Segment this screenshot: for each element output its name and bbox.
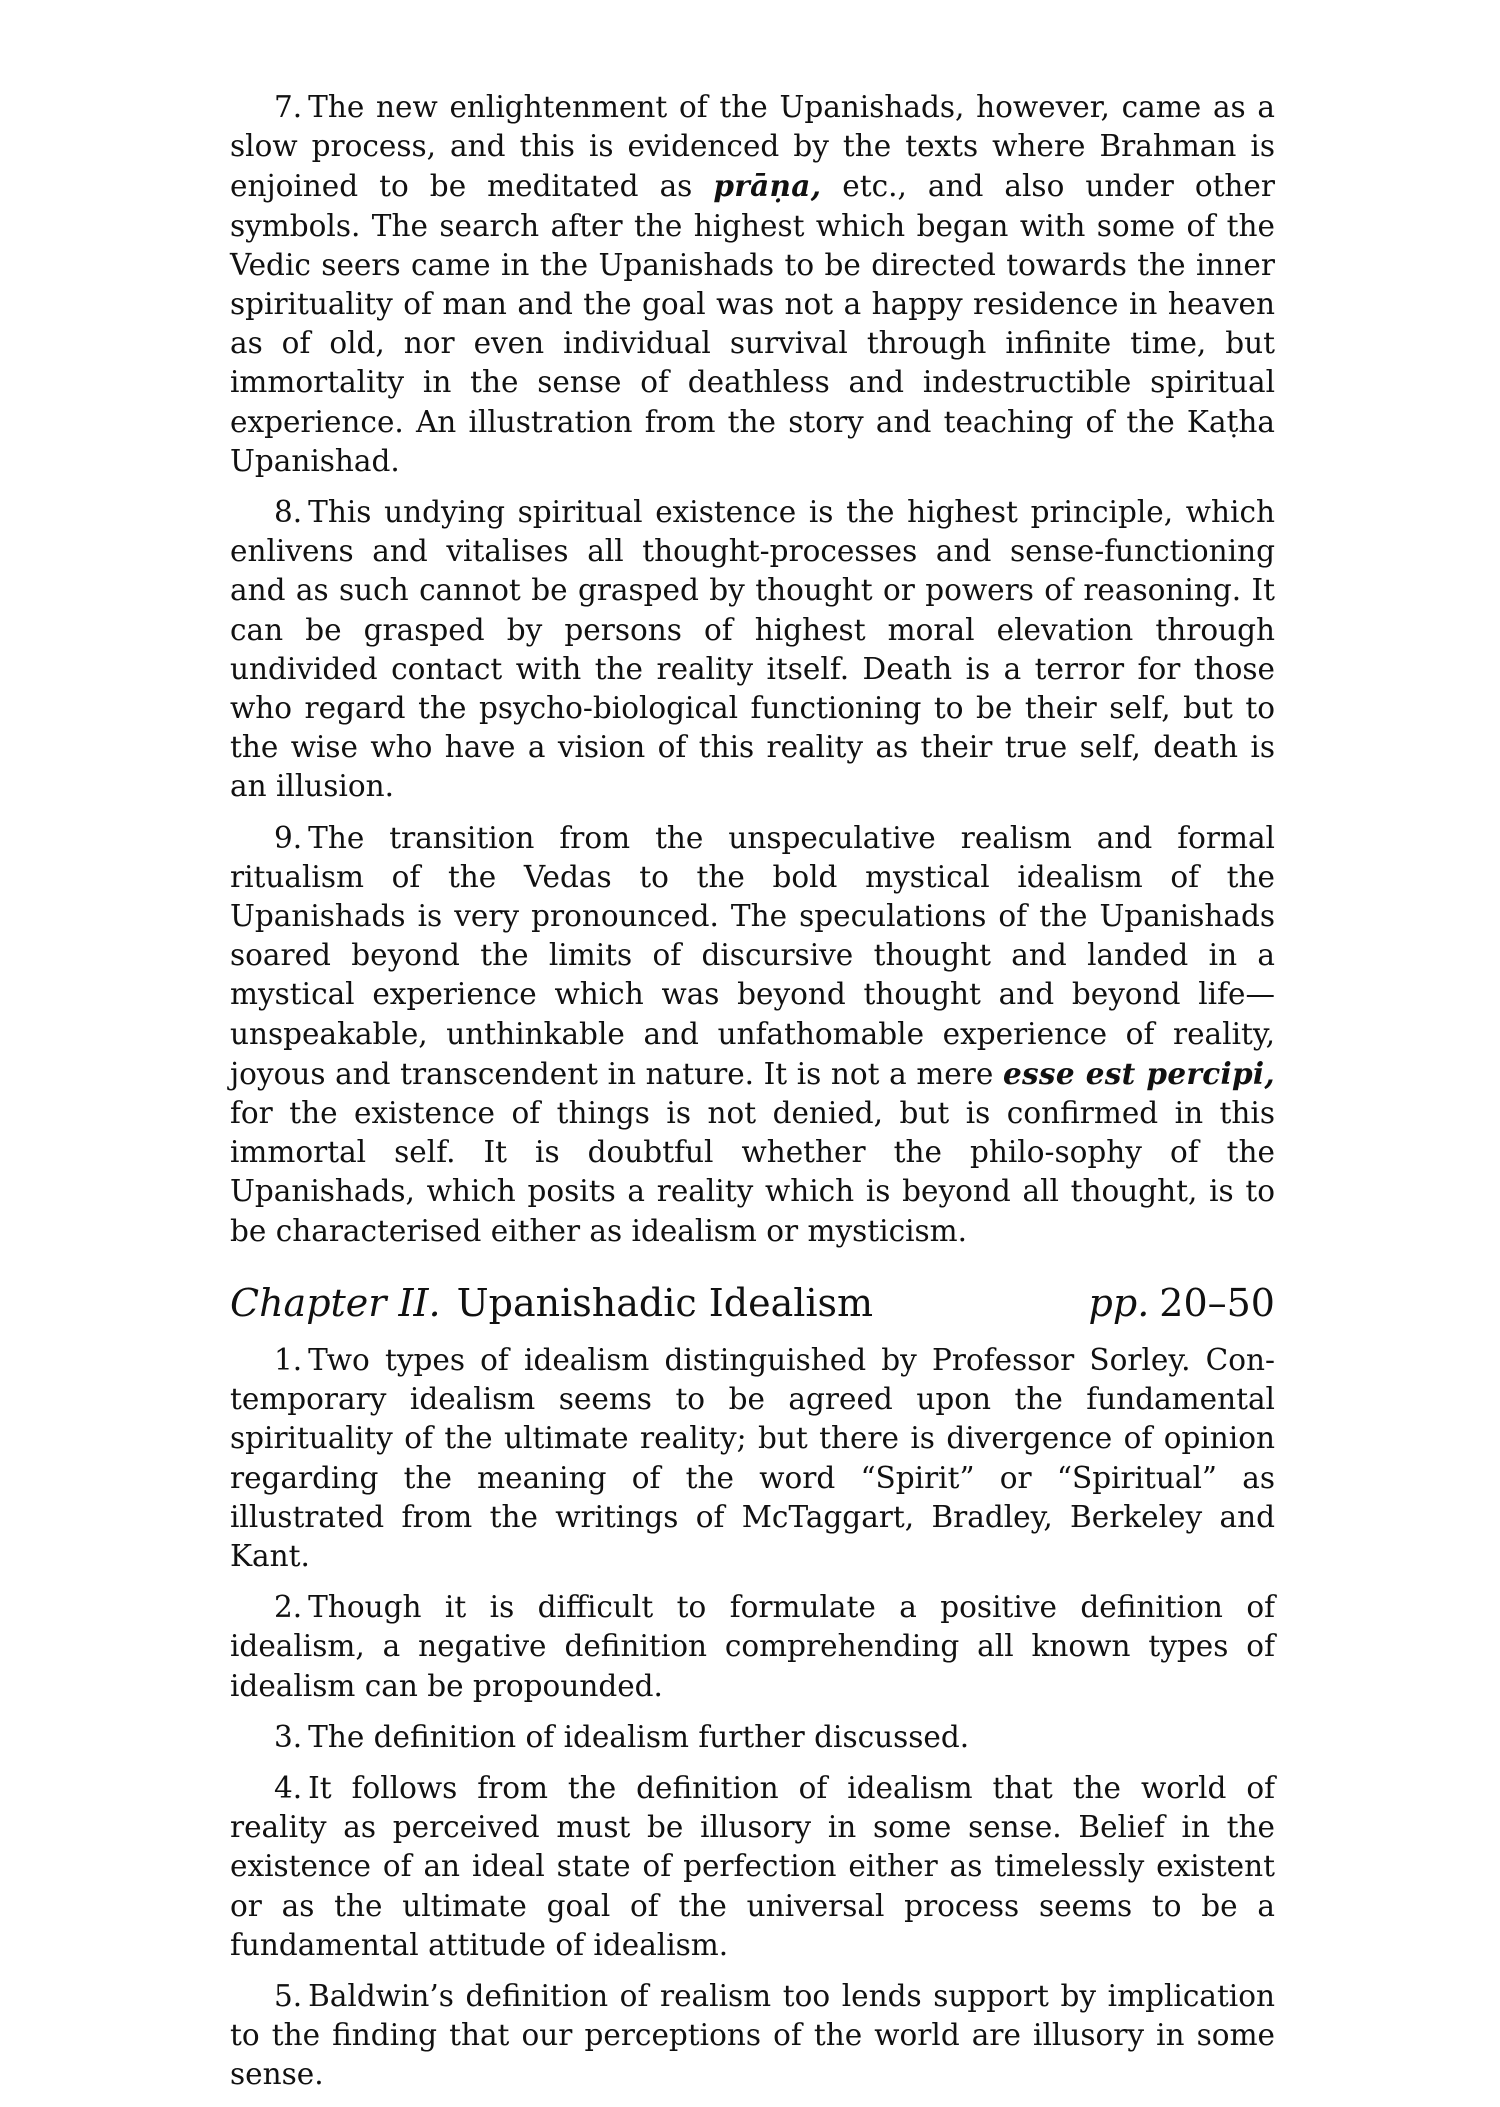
paragraph-number: 1. xyxy=(274,1342,303,1377)
italic-term: esse est percipi, xyxy=(1002,1055,1275,1091)
chapter-label: Chapter II. xyxy=(230,1280,441,1325)
summary-paragraph xyxy=(230,88,1275,481)
paragraph-text: The transition from the unspeculative realism and formal ritualism of the Vedas to the bold mystical idealism of the Upanishads is very pronounced. The speculations of the Upanishads soared beyond the limits of discursive thought and landed in a mystical experience which was beyond thought and beyond life—unspeakable, unthinkable and unfathomable experience of reality, joyous and transcendent in nature. It is not a mere xyxy=(230,820,1275,1091)
italic-term: prāṇa, xyxy=(713,168,822,204)
chapter-two-summary xyxy=(230,1341,1275,2095)
paragraph-number: 9. xyxy=(274,820,303,855)
chapter-heading xyxy=(230,1279,1275,1327)
summary-paragraph xyxy=(230,493,1275,807)
chapter-one-summary xyxy=(230,88,1275,1251)
summary-paragraph xyxy=(230,819,1275,1251)
paragraph-text: etc., and also under other symbols. The search after the highest which began with some of the Vedic seers came in the Upanishads to be directed towards the inner spirituality of man and the goal was not a happy residence in heaven as of old, nor even individual survival through infinite time, but immortality in the sense of deathless and indestructible spiritual experience. An illustration from the story and teaching of the Kaṭha Upanishad. xyxy=(230,169,1275,478)
paragraph-text: Baldwin’s definition of realism too lends support by implication to the finding that our perceptions of the world are illusory in some sense. xyxy=(230,1978,1275,2092)
paragraph-text: This undying spiritual existence is the highest principle, which enlivens and vitalises all thought-processes and sense-functioning and as such cannot be grasped by thought or powers of reasoning. It can be grasped by persons of highest moral elevation through undivided contact with the reality itself. Death is a terror for those who regard the psycho-biological functioning to be their self, but to the wise who have a vision of this reality as their true self, death is an illusion. xyxy=(230,495,1275,804)
paragraph-number: 2. xyxy=(274,1590,303,1625)
chapter-title: Upanishadic Idealism xyxy=(456,1280,874,1325)
summary-paragraph xyxy=(230,1588,1275,1706)
paragraph-number: 4. xyxy=(274,1770,303,1805)
paragraph-text: for the existence of things is not denied, but is confirmed in this immortal self. It is doubtful whether the philo-sophy of the Upanishads, which posits a reality which is beyond all thought, is to be characterised either as idealism or mysticism. xyxy=(230,1096,1275,1248)
summary-paragraph xyxy=(230,1341,1275,1576)
paragraph-text: The definition of idealism further discussed. xyxy=(308,1719,970,1754)
paragraph-number: 8. xyxy=(274,495,303,530)
summary-paragraph xyxy=(230,1769,1275,1965)
paragraph-text: It follows from the definition of idealism that the world of reality as perceived must be illusory in some sense. Belief in the existence of an ideal state of perfection either as timelessly existent or as the ultimate goal of the universal process seems to be a fundamental attitude of idealism. xyxy=(230,1770,1275,1962)
summary-paragraph xyxy=(230,1977,1275,2095)
pages-abbrev: pp. xyxy=(1088,1280,1150,1325)
chapter-page-range xyxy=(1089,1279,1275,1327)
paragraph-text: The new enlightenment of the Upanishads, however, came as a slow process, and this is evidenced by the texts where Brahman is enjoined to be meditated as xyxy=(230,90,1275,204)
pages-value: 20–50 xyxy=(1159,1280,1275,1325)
paragraph-number: 3. xyxy=(274,1719,303,1754)
paragraph-number: 7. xyxy=(274,90,303,124)
paragraph-text: Though it is difficult to formulate a positive definition of idealism, a negative definition comprehending all known types of idealism can be propounded. xyxy=(230,1590,1275,1703)
paragraph-number: 5. xyxy=(274,1978,303,2013)
summary-paragraph xyxy=(230,1718,1275,1757)
book-page xyxy=(230,88,1275,2107)
paragraph-text: Two types of idealism distinguished by Professor Sorley. Con-temporary idealism seems to be agreed upon the fundamental spirituality of the ultimate reality; but there is divergence of opinion regarding the meaning of the word “Spirit” or “Spiritual” as illustrated from the writings of McTaggart, Bradley, Berkeley and Kant. xyxy=(230,1342,1275,1573)
